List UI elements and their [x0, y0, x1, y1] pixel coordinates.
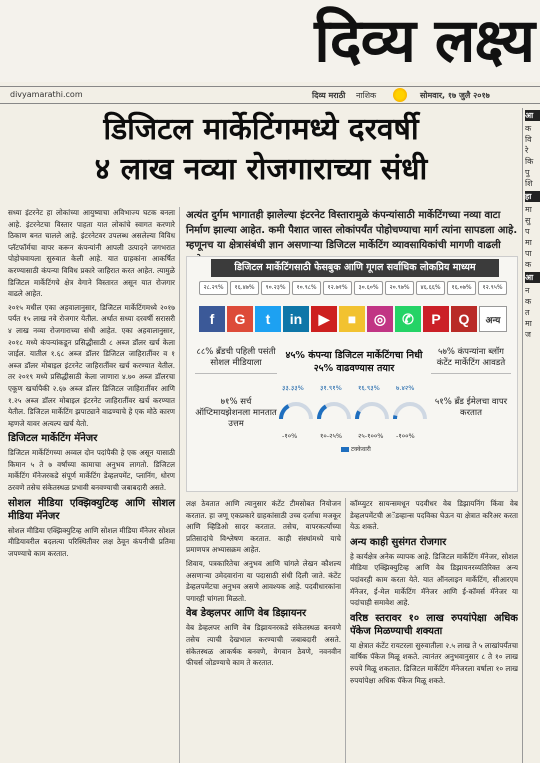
headline-line-2: ४ लाख नव्या रोजगाराच्या संधी — [94, 152, 428, 187]
gauge-value: १६.९३% — [358, 384, 380, 392]
paper-name: दिव्य मराठी — [312, 91, 346, 100]
masthead — [0, 0, 540, 82]
percent-badge: १२.७१% — [323, 281, 352, 295]
strip-fragment: आ — [525, 272, 540, 283]
strip-fragment: ज — [525, 330, 531, 339]
gauge-track — [357, 404, 387, 419]
percent-badge: २८.२९% — [199, 281, 228, 295]
percent-badge: १०.९८% — [292, 281, 321, 295]
edition-info-bar — [0, 86, 540, 104]
subheading: सोशल मीडिया एक्झिक्युटिव्ह आणि सोशल मीडिया मॅनेजर — [8, 497, 175, 522]
strip-fragment: पु — [525, 168, 530, 177]
gauge-legend — [341, 445, 371, 453]
gauge-range: -१०% — [282, 432, 298, 440]
other-icon: अन्य — [479, 306, 507, 332]
paragraph: या क्षेत्रात कंटेंट रायटरला सुरुवातीला २.५ लाख ते ५ लाखांपर्यंतचा वार्षिक पॅकेज मिळू शकते. त्यानंतर अनुभवानुसार ८ ते १० लाख रुपये मिळू शकतात. डिजिटल मार्केटिंग मॅनेजरला वर्षाला १० लाख रुपयांपेक्षा अधिक पॅकेज मिळू शकते. — [350, 640, 518, 685]
social-icons-row — [199, 306, 507, 332]
article-column-1 — [8, 207, 180, 763]
gauge-value: ३१.९१% — [320, 384, 342, 392]
snapchat-icon: ■ — [339, 306, 365, 332]
stat-search-optimization: ७१% सर्च ऑप्टिमायझेशनला मानतात उत्तम — [195, 397, 277, 429]
twitter-icon: t — [255, 306, 281, 332]
subheading: अन्य काही सुसंगत रोजगार — [350, 536, 447, 548]
strip-fragment: रे — [525, 146, 529, 155]
paragraph: हे कार्यक्षेत्र अनेक व्यापक आहे. डिजिटल मार्केटिंग मॅनेजर, सोशल मीडिया एक्झिक्युटिव्ह आणि वेब डिझायनरव्यतिरिक्त अन्य पदांवरही काम करता येते. यात ऑनलाइन मार्केटिंग, सीआरएम मॅनेजर, ई-मेल मार्केटिंग मॅनेजर आणि ई-कॉमर्स मॅनेजर या पदांचाही समावेश आहे. — [350, 551, 518, 608]
adjacent-column-strip — [522, 108, 540, 763]
percent-badge: २०.९७% — [385, 281, 414, 295]
strip-fragment: सु — [525, 216, 531, 225]
percent-badge: १२.९५% — [478, 281, 507, 295]
subheading: वरिष्ठ स्तरावर १० लाख रुपयांपेक्षा अधिक पॅकेज मिळण्याची शक्यता — [350, 612, 518, 637]
lead-paragraph: अत्यंत दुर्गम भागातही झालेल्या इंटरनेट विस्तारामुळे कंपन्यांसाठी मार्केटिंगच्या नव्या वाटा निर्माण झाल्या आहेत. कमी पैशात जास्त लोकांपर्यंत पोहोचण्याचा मार्ग त्यांना सापडला आहे. म्हणूनच या क्षेत्रासंबंधी ज्ञान असणाऱ्या डिजिटल मार्केटिंग व्यावसायिकांची मागणी वाढली — [186, 210, 518, 251]
gauge-arc — [281, 406, 288, 419]
facebook-icon: f — [199, 306, 225, 332]
infographic-title: डिजिटल मार्केटिंगसाठी फेसबुक आणि गूगल सर्वाधिक लोकप्रिय माध्यम — [211, 259, 499, 277]
gauge-arc — [319, 406, 326, 419]
legend-swatch — [341, 447, 349, 452]
whatsapp-icon: ✆ — [395, 306, 421, 332]
strip-fragment: क — [525, 124, 532, 133]
strip-fragment: मा — [525, 238, 532, 247]
quora-icon: Q — [451, 306, 477, 332]
percent-badge: ४६.६६% — [416, 281, 445, 295]
stat-email-usage: ५१% ब्रँड ईमेलचा वापर करतात — [434, 397, 508, 418]
percent-badge: १६.०७% — [447, 281, 476, 295]
issue-date: सोमवार, १७ जुलै २०१७ — [420, 91, 490, 100]
paragraph: २०१५ मधील एका अहवालानुसार, डिजिटल मार्केटिंगमध्ये २०१७ पर्यंत १५ लाख नवे रोजगार येतील. अर्थात सध्या दरवर्षी सरासरी ४ लाख नव्या रोजगाराच्या संधी आहेत. एका अहवालानुसार, २०१८ मध्ये कंपन्यांकडून प्रसिद्धीसाठी ८ अब्ज डॉलर खर्च केला जाईल. यातील १.६८ अब्ज डॉलर डिजिटल जाहिरातींवर व १ अब्ज डॉलर मोबाइल इंटरनेट जाहिरातींवर खर्च करण्यात येतील. तर २०१९ मध्ये प्रसिद्धीसाठी केला जाणारा ४.७० अब्ज डॉलरचा एकूण खर्चापैकी २.६७ अब्ज डॉलर डिजिटल जाहिरातींवर आणि १.२५ अब्ज डॉलर मोबाइल इंटरनेट जाहिरातींवर खर्च करण्यात येतील. डिजिटल मार्केटिंग झपाट्याने वाढण्याचे हे एक मोठे कारण म्हणजे यावर अत्यल्प खर्च येतो. — [8, 302, 175, 428]
gauge-range: १०-२५% — [320, 432, 343, 440]
edition-name: नाशिक — [356, 91, 377, 100]
percent-badge: १६.४७% — [230, 281, 259, 295]
instagram-icon: ◎ — [367, 306, 393, 332]
subheading: डिजिटल मार्केटिंग मॅनेजर — [8, 433, 98, 445]
strip-fragment: प — [525, 227, 530, 236]
strip-fragment: पा — [525, 249, 532, 258]
pinterest-icon: P — [423, 306, 449, 332]
google-icon: G — [227, 306, 253, 332]
percent-row — [199, 281, 507, 295]
legend-label: टक्केवारी — [351, 446, 371, 453]
article-column-2 — [186, 498, 346, 763]
paragraph: कॉम्प्युटर सायन्समधून पदवीधर वेब डिझायनिंग किंवा वेब डेव्हलपमेंटची अॅडव्हान्स पदविका घेऊन या क्षेत्रात करिअर करता येऊ शकते. — [350, 499, 518, 532]
strip-fragment: शि — [525, 179, 533, 188]
strip-fragment: क — [525, 260, 532, 269]
strip-fragment: मा — [525, 205, 532, 214]
gauge-arc — [357, 411, 359, 419]
gauge-value: ३३.३३% — [282, 384, 304, 392]
main-headline — [0, 110, 522, 190]
strip-fragment: मा — [525, 319, 532, 328]
gauge-track — [395, 404, 425, 419]
infographic — [186, 256, 518, 492]
gauge-chart — [277, 383, 429, 483]
gauge-value: ७.४२% — [396, 384, 415, 392]
subheading: वेब डेव्हलपर आणि वेब डिझायनर — [186, 608, 307, 620]
strip-fragment: वि — [525, 135, 532, 144]
stat-blog-content: ५७% कंपन्यांना ब्लॉग कंटेंट मार्केटिंग आवडते — [431, 347, 511, 374]
percent-badge: ९०.२३% — [261, 281, 290, 295]
paragraph: वेब डेव्हलपर आणि वेब डिझायनरकडे संकेतस्थळ बनवणे तसेच त्याची देखभाल करण्याची जबाबदारी असते. संकेतस्थळ आकर्षक बनवणे, वेगवान ठेवणे, नवनवीन फीचर्स जोडण्याचे काम ते करतात. — [186, 623, 341, 668]
paragraph: सध्या इंटरनेट हा लोकांच्या आयुष्याचा अविभाज्य घटक बनला आहे. इंटरनेटचा विस्तार पाहता यात लोकांचे स्वागत करणारे ठिकाण बनत चालले आहे. इंटरनेटवर उपलब्ध असलेल्या विविध प्लॅटफॉर्मचा वापर करून कंपन्यांनी आपली उत्पादने जगभरात पोहोचवायला सुरुवात केली आहे. यात ग्राहकांना आकर्षित करण्यासाठी कंपन्या विविध प्रकारे जाहिरात करत आहेत. त्यामुळे डिजिटल मार्केटिंगचे क्षेत्र वेगाने विस्तारत असून यात रोजगार वाढले आहेत. — [8, 208, 175, 299]
gauge-range: २५-१००% — [358, 432, 384, 440]
stat-brand-social: ८८% ब्रँडची पहिली पसंती सोशल मीडियाला — [195, 347, 277, 374]
strip-fragment: हा — [525, 191, 540, 202]
strip-fragment: न — [525, 286, 530, 295]
strip-fragment: आ — [525, 110, 540, 121]
paragraph: शिवाय, पत्रकारितेचा अनुभव आणि चांगले लेखन कौशल्य असणाऱ्या उमेदवारांना या पदासाठी संधी दिली जाते. कंटेंट डेव्हलपमेंटचा अनुभव असणे आवश्यक आहे. पदवीधारकांना पगारही चांगला मिळतो. — [186, 558, 341, 603]
paragraph: डिजिटल मार्केटिंगच्या अव्वल दोन पदांपैकी हे एक असून यासाठी किमान ५ ते ७ वर्षांच्या कामाचा अनुभव लागतो. डिजिटल मार्केटिंग मॅनेजरकडे संपूर्ण मार्केटिंग डेव्हलपमेंट, प्लानिंग, धोरण ठरवणे तसेच संकेतस्थळ प्रभावी बनवण्याची जबाबदारी असते. — [8, 448, 175, 493]
gauge-range: -१००% — [396, 432, 415, 440]
masthead-title: दिव्य लक्ष्य — [314, 6, 534, 76]
headline-line-1: डिजिटल मार्केटिंगमध्ये दरवर्षी — [103, 112, 419, 147]
linkedin-icon: in — [283, 306, 309, 332]
article-column-3 — [350, 498, 518, 763]
strip-fragment: क — [525, 297, 532, 306]
strip-fragment: कि — [525, 157, 534, 166]
paragraph: लक्ष ठेवतात आणि त्यानुसार कंटेंट टीमसोबत नियोजन करतात. हा जणू एकप्रकारे ग्राहकांसाठी उच्च दर्जाचा मजकूर आणि व्हिडिओ सादर करतात. तसेच, वापरकर्त्यांच्या प्रतिसादांचे विश्लेषण करतात. काही संस्थांमध्ये याचे प्रमाणपत्र अभ्यासक्रम आहेत. — [186, 499, 341, 555]
sun-logo-icon — [393, 88, 407, 102]
youtube-icon: ▶ — [311, 306, 337, 332]
strip-fragment: त — [525, 308, 530, 317]
stat-budget-increase: ४५% कंपन्या डिजिटल मार्केटिंगचा निधी २५% वाढवण्यास तयार — [285, 350, 423, 374]
paragraph: सोशल मीडिया एक्झिक्युटिव्ह आणि सोशल मीडिया मॅनेजर सोशल मीडियावरील बदलत्या परिस्थितीवर लक्ष ठेवून कंपनीची प्रतिमा जपण्याचे काम करतात. — [8, 525, 175, 558]
percent-badge: ३०.६०% — [354, 281, 383, 295]
site-url[interactable]: divyamarathi.com — [10, 90, 83, 99]
